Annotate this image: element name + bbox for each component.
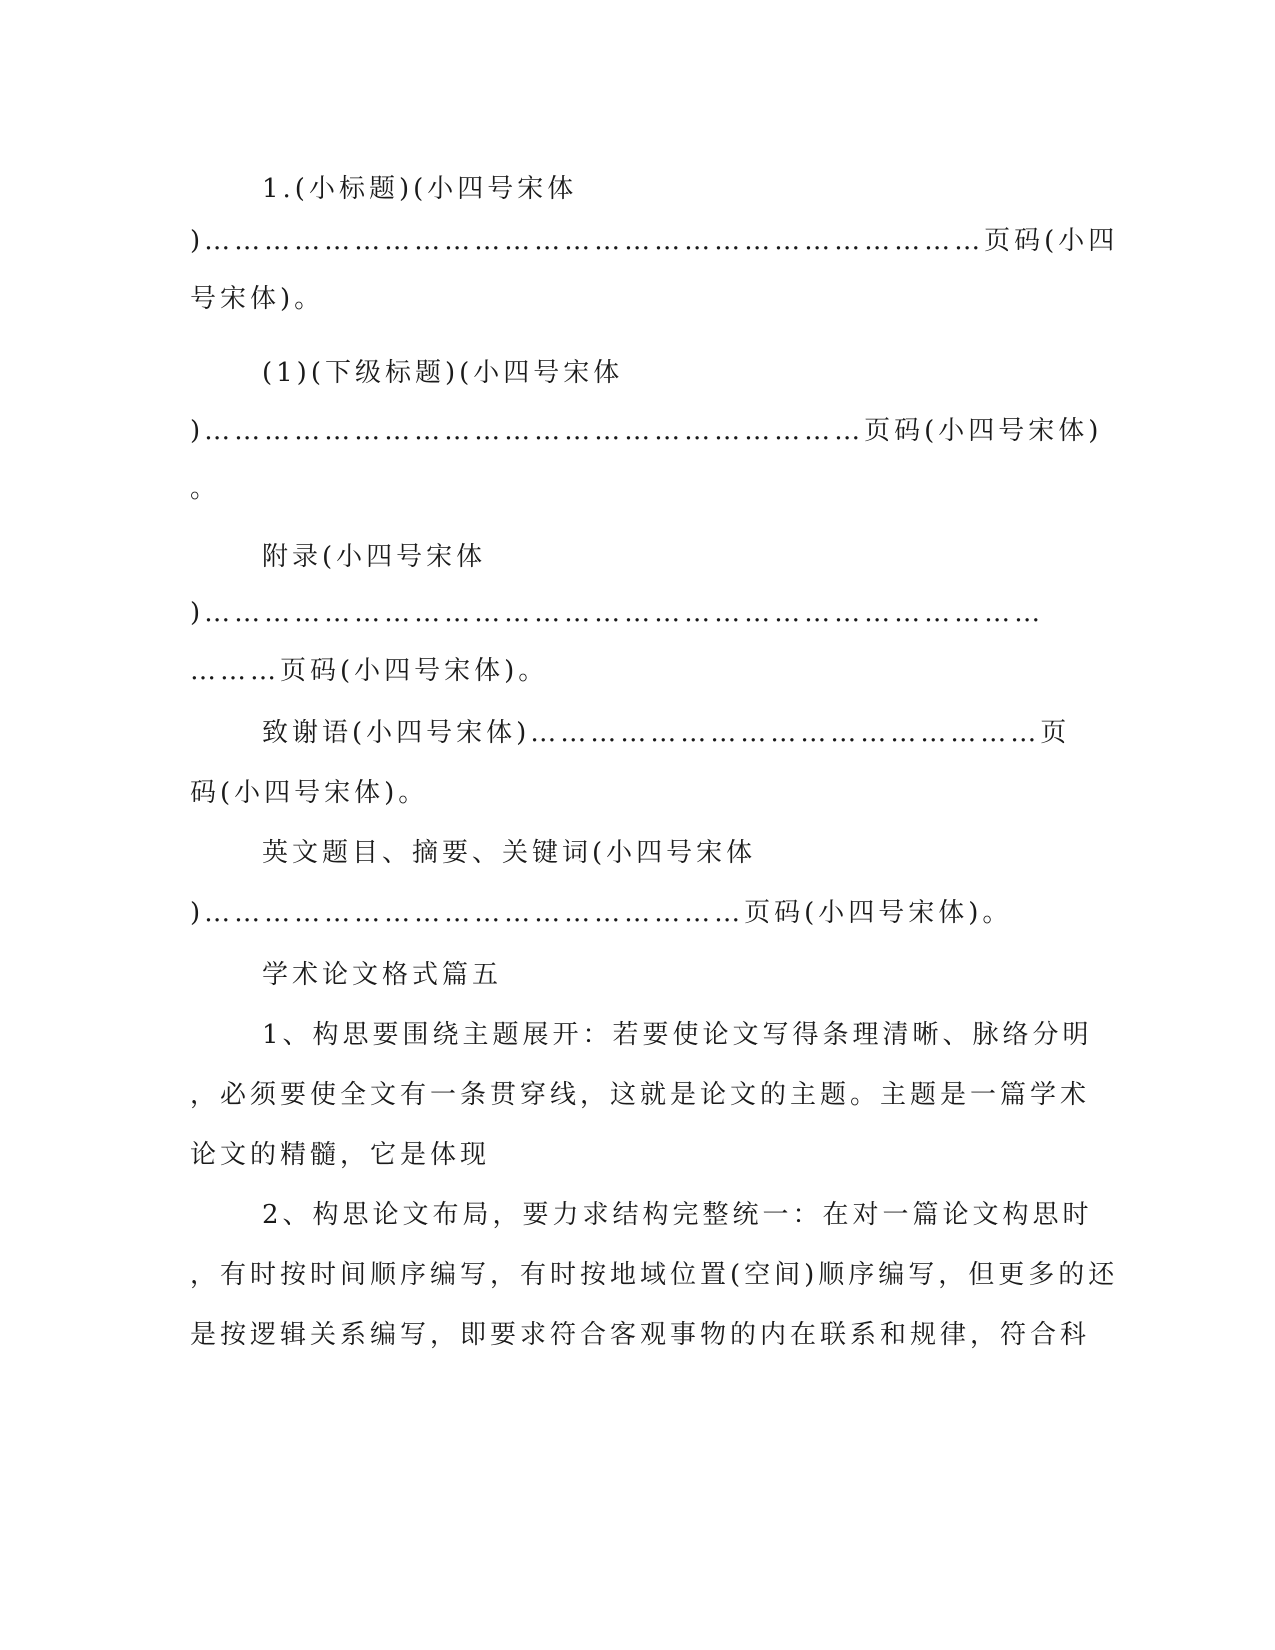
text-line-toc-appendix: 附录(小四号宋体 <box>262 542 487 572</box>
paragraph-2-line-3: 是按逻辑关系编写，即要求符合客观事物的内在联系和规律，符合科 <box>190 1320 1091 1350</box>
text-line-toc-subtitle-leader: )……………………………………………………………………页码(小四 <box>190 226 1119 256</box>
paragraph-1-line-3: 论文的精髓，它是体现 <box>190 1140 491 1170</box>
text-line-toc-subheading-end: 。 <box>190 474 221 504</box>
text-line-toc-acknowledgement: 致谢语(小四号宋体)……………………………………………页 <box>262 718 1071 748</box>
text-line-toc-english: 英文题目、摘要、关键词(小四号宋体 <box>262 838 757 868</box>
text-line-toc-appendix-leader: )………………………………………………………………………… <box>190 598 1045 628</box>
paragraph-1-line-2: ，必须要使全文有一条贯穿线，这就是论文的主题。主题是一篇学术 <box>190 1080 1091 1110</box>
paragraph-2-line-2: ，有时按时间顺序编写，有时按地域位置(空间)顺序编写，但更多的还 <box>190 1260 1119 1290</box>
text-line-toc-subheading: (1)(下级标题)(小四号宋体 <box>262 358 624 388</box>
paragraph-2-line-1: 2、构思论文布局，要力求结构完整统一：在对一篇论文构思时 <box>262 1200 1093 1230</box>
text-line-toc-english-leader: )………………………………………………页码(小四号宋体)。 <box>190 898 1013 928</box>
text-line-toc-subtitle: 1.(小标题)(小四号宋体 <box>262 174 578 204</box>
text-line-toc-appendix-end: ………页码(小四号宋体)。 <box>190 656 549 686</box>
text-line-toc-acknowledgement-end: 码(小四号宋体)。 <box>190 778 429 808</box>
section-heading: 学术论文格式篇五 <box>262 960 503 990</box>
paragraph-1-line-1: 1、构思要围绕主题展开：若要使论文写得条理清晰、脉络分明 <box>262 1020 1093 1050</box>
text-line-toc-subtitle-end: 号宋体)。 <box>190 284 325 314</box>
text-line-toc-subheading-leader: )…………………………………………………………页码(小四号宋体) <box>190 416 1103 446</box>
